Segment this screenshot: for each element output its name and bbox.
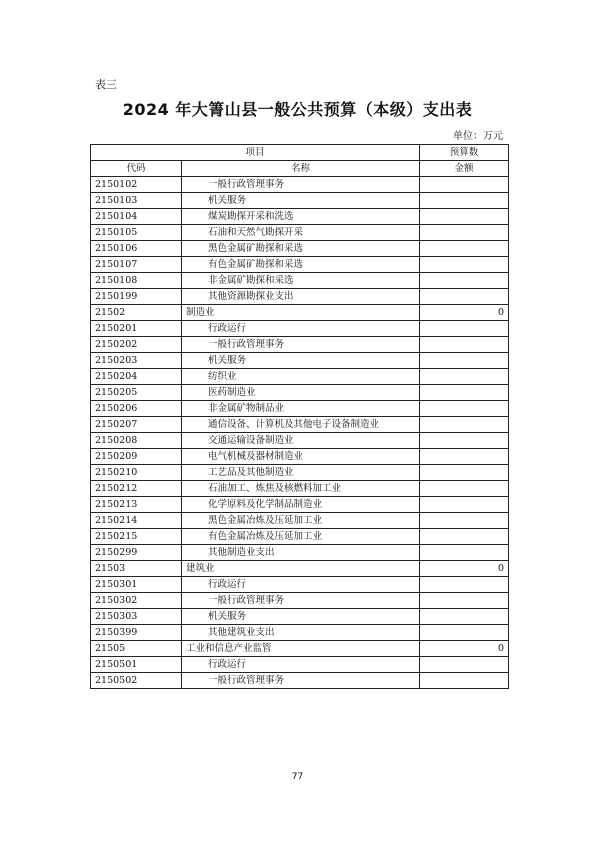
row-code: 2150303: [91, 609, 182, 625]
table-row: [91, 241, 509, 257]
row-amount: [420, 529, 509, 545]
row-code: 2150108: [91, 273, 182, 289]
table-row: [91, 385, 509, 401]
table-row: [91, 225, 509, 241]
table-row: [91, 657, 509, 673]
row-name: 其他制造业支出: [182, 545, 420, 561]
table-row: [91, 577, 509, 593]
row-code: 2150208: [91, 433, 182, 449]
table-row: [91, 369, 509, 385]
row-code: 2150104: [91, 209, 182, 225]
table-row: [91, 433, 509, 449]
row-code: 2150502: [91, 673, 182, 689]
row-code: 2150212: [91, 481, 182, 497]
row-name: 一般行政管理事务: [182, 593, 420, 609]
row-name: 行政运行: [182, 657, 420, 673]
row-amount: [420, 337, 509, 353]
row-amount: [420, 465, 509, 481]
row-code: 2150203: [91, 353, 182, 369]
row-code: 2150299: [91, 545, 182, 561]
row-code: 2150214: [91, 513, 182, 529]
row-code: 2150301: [91, 577, 182, 593]
row-code: 21503: [91, 561, 182, 577]
row-name: 煤炭勘探开采和洗选: [182, 209, 420, 225]
table-row: [91, 609, 509, 625]
row-name: 制造业: [182, 305, 420, 321]
row-name: 电气机械及器材制造业: [182, 449, 420, 465]
row-amount: 0: [420, 305, 509, 321]
table-row: [91, 417, 509, 433]
row-name: 石油加工、炼焦及核燃料加工业: [182, 481, 420, 497]
row-name: 行政运行: [182, 577, 420, 593]
row-amount: [420, 449, 509, 465]
row-amount: [420, 401, 509, 417]
table-row: [91, 545, 509, 561]
row-amount: [420, 289, 509, 305]
header-budget: 预算数: [420, 145, 509, 161]
row-code: 2150302: [91, 593, 182, 609]
header-code: 代码: [91, 161, 182, 177]
table-row: [91, 401, 509, 417]
row-code: 21502: [91, 305, 182, 321]
table-row: [91, 273, 509, 289]
table-row: [91, 449, 509, 465]
row-code: 2150207: [91, 417, 182, 433]
row-name: 机关服务: [182, 353, 420, 369]
row-code: 2150106: [91, 241, 182, 257]
row-amount: [420, 513, 509, 529]
table-row: [91, 209, 509, 225]
page-number: 77: [291, 772, 304, 782]
row-name: 通信设备、计算机及其他电子设备制造业: [182, 417, 420, 433]
row-name: 有色金属矿勘探和采选: [182, 257, 420, 273]
row-code: 2150103: [91, 193, 182, 209]
row-code: 2150501: [91, 657, 182, 673]
row-amount: [420, 657, 509, 673]
row-name: 其他建筑业支出: [182, 625, 420, 641]
row-name: 机关服务: [182, 193, 420, 209]
table-body: [91, 177, 509, 689]
budget-table: [90, 144, 509, 689]
row-name: 化学原料及化学制品制造业: [182, 497, 420, 513]
row-amount: [420, 353, 509, 369]
table-label: 表三: [95, 78, 117, 91]
row-name: 工业和信息产业监管: [182, 641, 420, 657]
row-code: 2150199: [91, 289, 182, 305]
row-amount: [420, 481, 509, 497]
table-row: [91, 593, 509, 609]
row-code: 2150209: [91, 449, 182, 465]
row-code: 2150205: [91, 385, 182, 401]
row-name: 行政运行: [182, 321, 420, 337]
row-name: 其他资源勘探业支出: [182, 289, 420, 305]
row-amount: [420, 433, 509, 449]
row-name: 医药制造业: [182, 385, 420, 401]
row-name: 交通运输设备制造业: [182, 433, 420, 449]
table-row: [91, 625, 509, 641]
row-name: 机关服务: [182, 609, 420, 625]
table-row: [91, 481, 509, 497]
row-code: 2150105: [91, 225, 182, 241]
table-row: [91, 321, 509, 337]
header-row-1: [91, 145, 509, 161]
row-name: 黑色金属冶炼及压延加工业: [182, 513, 420, 529]
row-amount: [420, 417, 509, 433]
row-code: 2150210: [91, 465, 182, 481]
row-name: 建筑业: [182, 561, 420, 577]
row-name: 纺织业: [182, 369, 420, 385]
row-amount: 0: [420, 641, 509, 657]
row-name: 非金属矿物制品业: [182, 401, 420, 417]
table-row: [91, 257, 509, 273]
row-amount: [420, 625, 509, 641]
table-row: [91, 177, 509, 193]
row-amount: [420, 241, 509, 257]
row-amount: [420, 273, 509, 289]
row-code: 2150215: [91, 529, 182, 545]
row-name: 石油和天然气勘探开采: [182, 225, 420, 241]
header-row-2: [91, 161, 509, 177]
row-amount: [420, 225, 509, 241]
table-row: [91, 529, 509, 545]
row-code: 2150202: [91, 337, 182, 353]
row-amount: [420, 209, 509, 225]
header-item: 项目: [91, 145, 420, 161]
table-row: [91, 465, 509, 481]
row-amount: [420, 177, 509, 193]
row-name: 一般行政管理事务: [182, 337, 420, 353]
row-name: 一般行政管理事务: [182, 177, 420, 193]
row-code: 2150213: [91, 497, 182, 513]
row-code: 2150107: [91, 257, 182, 273]
row-code: 2150206: [91, 401, 182, 417]
row-amount: [420, 545, 509, 561]
table-row: [91, 337, 509, 353]
row-amount: [420, 369, 509, 385]
table-row: [91, 193, 509, 209]
row-amount: [420, 673, 509, 689]
header-amount: 金额: [420, 161, 509, 177]
row-code: 21505: [91, 641, 182, 657]
row-amount: [420, 385, 509, 401]
row-name: 工艺品及其他制造业: [182, 465, 420, 481]
row-amount: [420, 321, 509, 337]
row-amount: [420, 593, 509, 609]
table-row: [91, 641, 509, 657]
row-name: 一般行政管理事务: [182, 673, 420, 689]
row-name: 黑色金属矿勘探和采选: [182, 241, 420, 257]
row-name: 有色金属冶炼及压延加工业: [182, 529, 420, 545]
row-amount: [420, 577, 509, 593]
row-code: 2150102: [91, 177, 182, 193]
table-row: [91, 513, 509, 529]
row-amount: [420, 257, 509, 273]
row-code: 2150204: [91, 369, 182, 385]
table-row: [91, 561, 509, 577]
table-row: [91, 673, 509, 689]
header-name: 名称: [182, 161, 420, 177]
table-row: [91, 289, 509, 305]
row-amount: [420, 609, 509, 625]
row-name: 非金属矿勘探和采选: [182, 273, 420, 289]
row-amount: 0: [420, 561, 509, 577]
page-title: 2024 年大箐山县一般公共预算（本级）支出表: [122, 100, 473, 119]
table-row: [91, 305, 509, 321]
row-amount: [420, 193, 509, 209]
unit-label: 单位：万元: [453, 131, 503, 142]
row-code: 2150201: [91, 321, 182, 337]
row-amount: [420, 497, 509, 513]
row-code: 2150399: [91, 625, 182, 641]
table-row: [91, 353, 509, 369]
table-row: [91, 497, 509, 513]
